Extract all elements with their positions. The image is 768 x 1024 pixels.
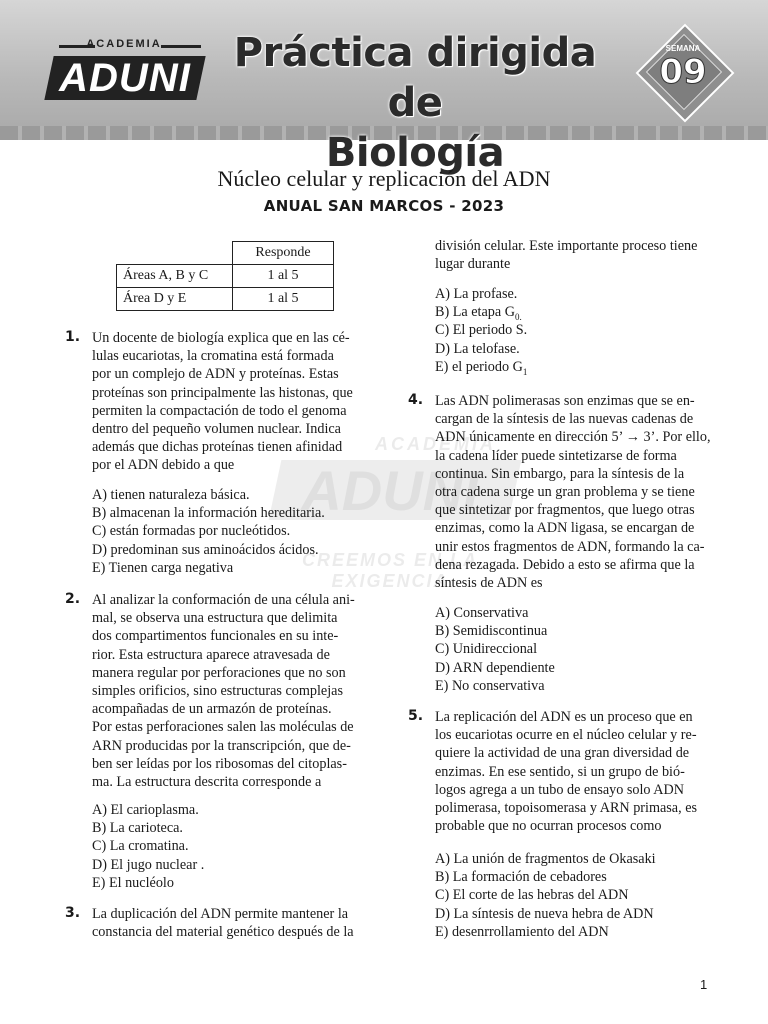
badge-label: SEMANA — [665, 44, 701, 53]
answer-option[interactable]: C) Unidireccional — [435, 641, 538, 658]
question-number: 5. — [408, 708, 424, 724]
document-title: Núcleo celular y replicación del ADN — [217, 166, 551, 191]
aduni-logo — [45, 38, 205, 104]
stem-line: permiten la compactación de todo el genoma — [92, 402, 347, 419]
stem-line: simples orificios, sino estructuras complejas — [92, 683, 343, 700]
answer-option[interactable]: A) La unión de fragmentos de Okasaki — [435, 851, 656, 867]
answer-option[interactable]: D) ARN dependiente — [435, 659, 555, 676]
stem-line: la cadena líder puede sintetizarse de forma — [435, 447, 677, 464]
stem-line: enzimas. En ese sentido, si un grupo de bió- — [435, 763, 685, 780]
week-badge — [636, 24, 730, 118]
header-title-line2: Biología — [325, 130, 505, 176]
option-text: E) el periodo G — [435, 358, 523, 375]
question-5 — [408, 708, 753, 940]
answer-option[interactable]: B) La formación de cebadores — [435, 869, 607, 886]
answer-option[interactable]: D) La telofase. — [435, 340, 520, 357]
stem-line: continua. Sin embargo, para la síntesis de la — [435, 465, 685, 482]
stem-line: lugar durante — [435, 256, 511, 273]
logo-word: ADUNI — [59, 56, 191, 100]
stem-line: Al analizar la conformación de una célula ani- — [92, 592, 355, 608]
logo-academia-text: ACADEMIA — [86, 38, 162, 50]
answer-option[interactable] — [435, 303, 753, 321]
page-header — [0, 0, 768, 176]
stem-line: los eucariotas ocurre en el núcleo celular y re- — [435, 727, 697, 744]
stem-line: además que dichas proteínas tienen afinidad — [92, 439, 343, 456]
stem-line: división celular. Este importante proceso tiene — [435, 238, 698, 254]
stem-line: ADN únicamente en dirección 5’ → 3’. Por ello, — [435, 429, 711, 446]
header-title-line1: Práctica dirigida de — [233, 30, 597, 126]
question-options — [435, 604, 753, 695]
question-stem — [435, 237, 753, 273]
stem-line: ARN producidas por la transcripción, que de- — [92, 737, 351, 754]
question-number: 1. — [65, 329, 81, 345]
answer-option[interactable]: B) almacenan la información hereditaria. — [92, 505, 325, 522]
header-title — [220, 28, 610, 178]
option-subscript: 0. — [514, 312, 522, 323]
question-number: 3. — [65, 905, 81, 921]
answer-option[interactable]: C) La cromatina. — [92, 838, 189, 855]
areas-table — [116, 241, 334, 311]
stem-line: polimerasa, topoisomerasa y ARN primasa, es — [435, 800, 698, 817]
watermark-slogan: CREEMOS EN LA EXIGENCIA — [301, 550, 478, 591]
question-number: 4. — [408, 392, 424, 408]
areas-table-row — [117, 265, 334, 288]
question-3 — [65, 905, 410, 941]
question-options — [435, 850, 753, 941]
stem-line: ma. La estructura descrita corresponde a — [92, 774, 322, 791]
question-options — [92, 486, 410, 577]
stem-line: proteínas son principalmente las histonas, que — [92, 384, 353, 401]
stem-line: síntesis de ADN es — [435, 575, 543, 592]
stem-line: constancia del material genético después de la — [92, 924, 354, 941]
question-options — [435, 285, 753, 376]
watermark-word: ADUNI — [301, 459, 479, 522]
option-text: B) La etapa G — [435, 304, 515, 321]
areas-table-range: 1 al 5 — [233, 265, 334, 288]
stem-line: quiere la actividad de una gran diversidad de — [435, 745, 690, 762]
option-subscript: 1 — [522, 366, 528, 377]
answer-option[interactable]: C) El corte de las hebras del ADN — [435, 887, 629, 904]
answer-option[interactable]: E) desenrrollamiento del ADN — [435, 923, 609, 940]
answer-option[interactable]: E) El nucléolo — [92, 874, 174, 891]
areas-table-corner — [117, 242, 233, 265]
stem-line: logos agrega a un tubo de ensayo solo ADN — [435, 781, 685, 798]
stem-line: Las ADN polimerasas son enzimas que se en- — [435, 393, 695, 409]
stem-line: cargan de la síntesis de las nuevas cadenas de — [435, 411, 694, 428]
stem-line: acompañadas de un armazón de proteínas. — [92, 701, 332, 718]
stem-line: que sintetizar por fragmentos, que luego otras — [435, 502, 695, 519]
areas-table-row — [117, 288, 334, 311]
answer-option[interactable]: A) Conservativa — [435, 605, 529, 621]
areas-table-header-row — [117, 242, 334, 265]
areas-table-area: Áreas A, B y C — [117, 265, 233, 288]
stem-line: mal, se observa una estructura que delimita — [92, 610, 338, 627]
stem-line: enzimas, como la ADN ligasa, se encargan de — [435, 520, 695, 537]
badge-number: 09 — [659, 52, 707, 92]
answer-option[interactable]: D) predominan sus aminoácidos ácidos. — [92, 541, 319, 558]
stem-line: Un docente de biología explica que en las cé- — [92, 330, 350, 346]
question-number: 2. — [65, 591, 81, 607]
areas-table-area: Área D y E — [117, 288, 233, 311]
answer-option[interactable]: E) Tienen carga negativa — [92, 559, 234, 576]
answer-option[interactable]: A) El carioplasma. — [92, 802, 199, 818]
areas-table-range: 1 al 5 — [233, 288, 334, 311]
answer-option[interactable]: A) La profase. — [435, 286, 518, 302]
stem-line: por un complejo de ADN y proteínas. Estas — [92, 366, 339, 383]
stem-line: dena rezagada. Debido a esto se afirma que la — [435, 556, 695, 573]
question-stem — [92, 905, 410, 941]
answer-option[interactable]: C) están formadas por nucleótidos. — [92, 523, 291, 540]
stem-line: probable que no ocurran procesos como — [435, 818, 662, 835]
stem-line: rior. Esta estructura aparece atravesada de — [92, 646, 330, 663]
question-stem — [92, 591, 410, 791]
answer-option[interactable]: B) La carioteca. — [92, 820, 183, 837]
document-subtitle: ANUAL SAN MARCOS - 2023 — [263, 197, 505, 215]
stem-line: dos compartimentos funcionales en su inte- — [92, 628, 339, 645]
stem-line: otra cadena surge un gran problema y se tiene — [435, 484, 695, 501]
page-number: 1 — [700, 977, 708, 992]
question-3-continued — [435, 237, 753, 377]
question-stem — [435, 392, 753, 592]
stem-line: La duplicación del ADN permite mantener la — [92, 906, 349, 922]
question-options — [92, 801, 410, 892]
answer-option[interactable]: E) No conservativa — [435, 677, 545, 694]
answer-option[interactable]: B) Semidiscontinua — [435, 623, 548, 640]
question-4 — [408, 392, 753, 694]
areas-table-header: Responde — [233, 242, 334, 265]
question-stem — [92, 329, 410, 475]
question-stem — [435, 708, 753, 835]
answer-option[interactable]: A) tienen naturaleza básica. — [92, 487, 250, 503]
answer-option[interactable]: D) La síntesis de nueva hebra de ADN — [435, 905, 654, 922]
answer-option[interactable] — [435, 358, 753, 376]
stem-line: La replicación del ADN es un proceso que en — [435, 709, 693, 725]
answer-option[interactable]: C) El periodo S. — [435, 322, 528, 339]
stem-line: manera regular por perforaciones que no son — [92, 664, 346, 681]
watermark-academia: ACADEMIA — [375, 434, 496, 454]
stem-line: dentro del pequeño volumen nuclear. Indica — [92, 421, 341, 438]
stem-line: por el ADN debido a que — [92, 457, 235, 474]
stem-line: unir estos fragmentos de ADN, formando la ca- — [435, 538, 705, 555]
stem-line: Por estas perforaciones salen las moléculas de — [92, 719, 354, 736]
stem-line: ben ser leídas por los ribosomas del citoplas- — [92, 755, 347, 772]
stem-line: lulas eucariotas, la cromatina está formada — [92, 348, 334, 365]
answer-option[interactable]: D) El jugo nuclear . — [92, 856, 205, 873]
question-2 — [65, 591, 410, 891]
